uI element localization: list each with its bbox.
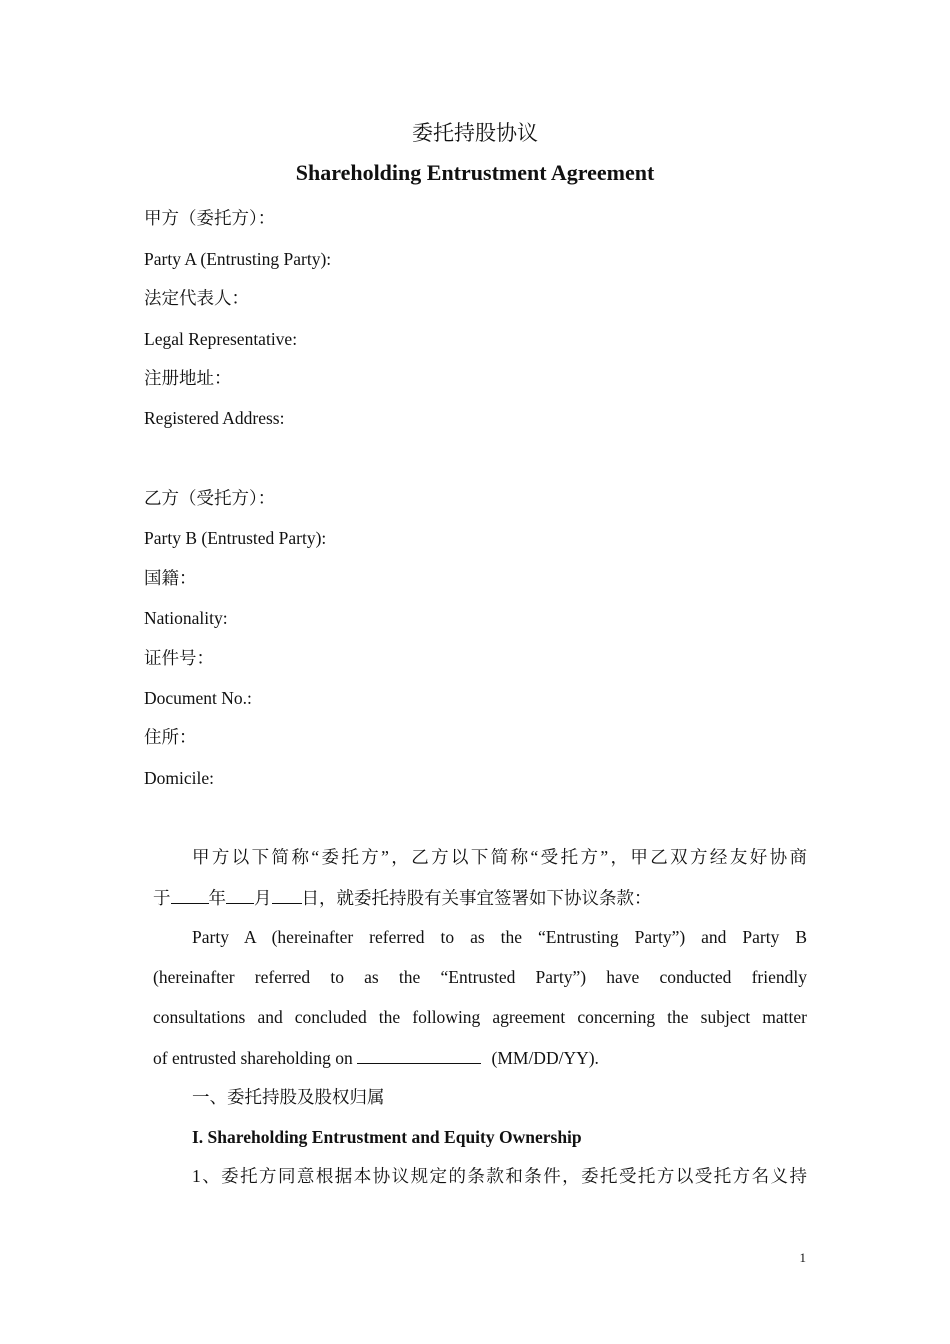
agreement-date-blank[interactable] — [357, 1045, 481, 1064]
nationality-label-cn: 国籍： — [144, 568, 197, 588]
title-chinese: 委托持股协议 — [412, 121, 538, 145]
preamble-en-line-2: (hereinafter referred to as the “Entrusted Party”) have conducted friendly — [153, 967, 807, 987]
domicile-label-en: Domicile: — [144, 768, 214, 788]
page-number: 1 — [799, 1250, 806, 1265]
document-number-label-cn: 证件号： — [144, 648, 214, 668]
preamble-cn-line-1: 甲方以下简称“委托方”，乙方以下简称“受托方”，甲乙双方经友好协商 — [192, 847, 807, 867]
legal-representative-label-en: Legal Representative: — [144, 329, 298, 349]
nationality-label-en: Nationality: — [144, 608, 228, 628]
domicile-label-cn: 住所： — [144, 727, 197, 747]
preamble-en-line-3: consultations and concluded the following agreement concerning the subject matter — [153, 1007, 807, 1027]
registered-address-label-en: Registered Address: — [144, 408, 285, 428]
legal-representative-label-cn: 法定代表人： — [144, 288, 249, 308]
year-blank[interactable] — [171, 885, 209, 904]
preamble-cn-prefix: 于 — [153, 888, 171, 908]
preamble-en-line-4-prefix: of entrusted shareholding on — [153, 1048, 353, 1068]
preamble-cn-line-2 — [153, 885, 807, 910]
party-b-label-cn: 乙方（受托方）： — [144, 488, 276, 508]
registered-address-label-cn: 注册地址： — [144, 368, 232, 388]
party-a-label-cn: 甲方（委托方）： — [144, 208, 276, 228]
section-1-heading-en: I. Shareholding Entrustment and Equity Ownership — [192, 1127, 582, 1147]
party-b-label-en: Party B (Entrusted Party): — [144, 528, 327, 548]
party-a-label-en: Party A (Entrusting Party): — [144, 249, 332, 269]
month-blank[interactable] — [226, 885, 254, 904]
preamble-en-line-1: Party A (hereinafter referred to as the “Entrusting Party”) and Party B — [192, 927, 807, 947]
document-number-label-en: Document No.: — [144, 688, 252, 708]
section-1-heading-cn: 一、委托持股及股权归属 — [192, 1087, 385, 1107]
date-format-hint: (MM/DD/YY). — [491, 1048, 599, 1068]
day-blank[interactable] — [272, 885, 302, 904]
clause-1-cn: 1、委托方同意根据本协议规定的条款和条件，委托受托方以受托方名义持 — [192, 1166, 807, 1186]
preamble-en-line-4 — [153, 1045, 807, 1070]
month-label: 月 — [254, 888, 272, 908]
year-label: 年 — [208, 888, 226, 908]
title-english: Shareholding Entrustment Agreement — [295, 160, 655, 185]
preamble-cn-suffix: 日，就委托持股有关事宜签署如下协议条款： — [301, 888, 652, 908]
